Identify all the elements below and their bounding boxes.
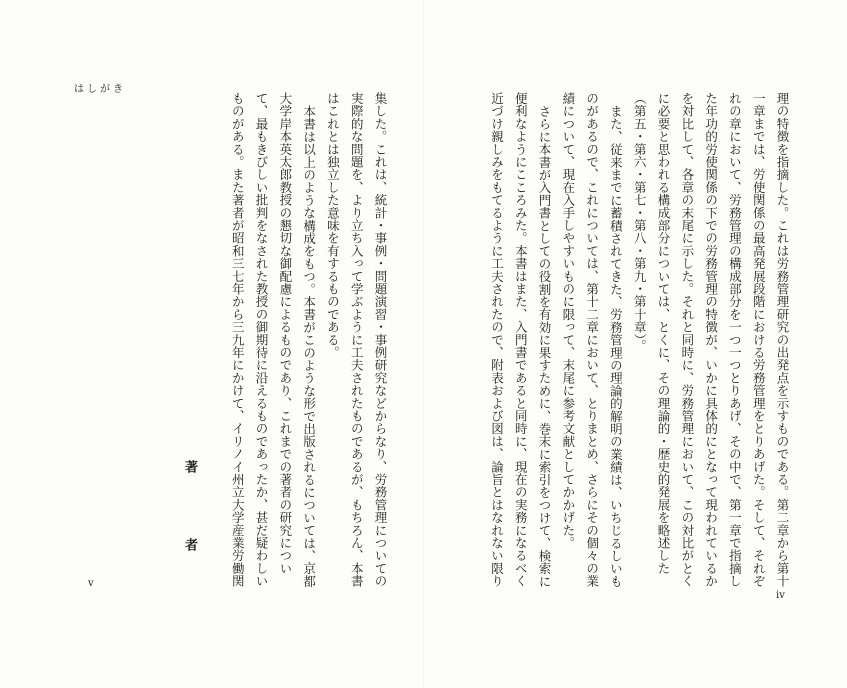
folio-left: v (88, 578, 94, 589)
folio-right: iv (776, 590, 785, 601)
running-head: はしがき (74, 84, 126, 95)
author-signature: 著 者 (182, 460, 197, 577)
paragraph: さらに本書が入門書としての役割を有効に果すために、巻末に索引をつけて、検索に便利なようにこころみた。本書はまた、入門書であると同時に、現在の実務になるべく近づけ親しみをもてるように工夫されたので、附表および図は、論旨とはなれない限り (489, 92, 553, 588)
left-page-text (228, 92, 392, 592)
paragraph: 理の特徴を指摘した。これは労務管理研究の出発点を示すものである。第二章から第十一章までは、労使関係の最高発展段階における労務管理をとりあげた。そして、それぞれの章において、労務管理の構成部分を一つ一つとりあげ、その中で、第一章で指摘した年功的労使関係の下での労務管理の特徴が、いかに具体的にとなって現われているかを対比して、各章の末尾に示した。それと同時に、労務管理において、この対比がとくに必要と思われる構成部分については、とくに、その理論的・歴史的発展を略述した（第五・第六・第七・第八・第九・第十章）。 (632, 92, 790, 588)
paragraph: また、従来までに蓄積されてきた、労務管理の理論的解明の業績は、いちじるしいものがあるので、これについては、第十二章において、とりまとめ、さらにその個々の業績について、現在入手しやすいものに限って、末尾に参考文献としてかかげた。 (560, 92, 624, 588)
page-gutter (423, 0, 424, 688)
paragraph: 本書は以上のような構成をもつ。本書がこのような形で出版されるについては、京都大学岸本英太郎教授の懇切な御配慮によるものであり、これまでの著者の研究について、最もきびしい批判をなされた教授の御期待に沿えるものであったか、甚だ疑わしいものがある。また著者が昭和三七年から三九年にかけて、イリノイ州立大学産業労働関 (230, 92, 317, 588)
right-page-text (482, 92, 794, 592)
paragraph: 集した。これは、統計・事例・問題演習・事例研究などからなり、労務管理についての実際的な問題を、より立ち入って学ぶように工夫されたものであるが、もちろん、本書はこれとは独立した意味を有するものである。 (325, 92, 388, 588)
